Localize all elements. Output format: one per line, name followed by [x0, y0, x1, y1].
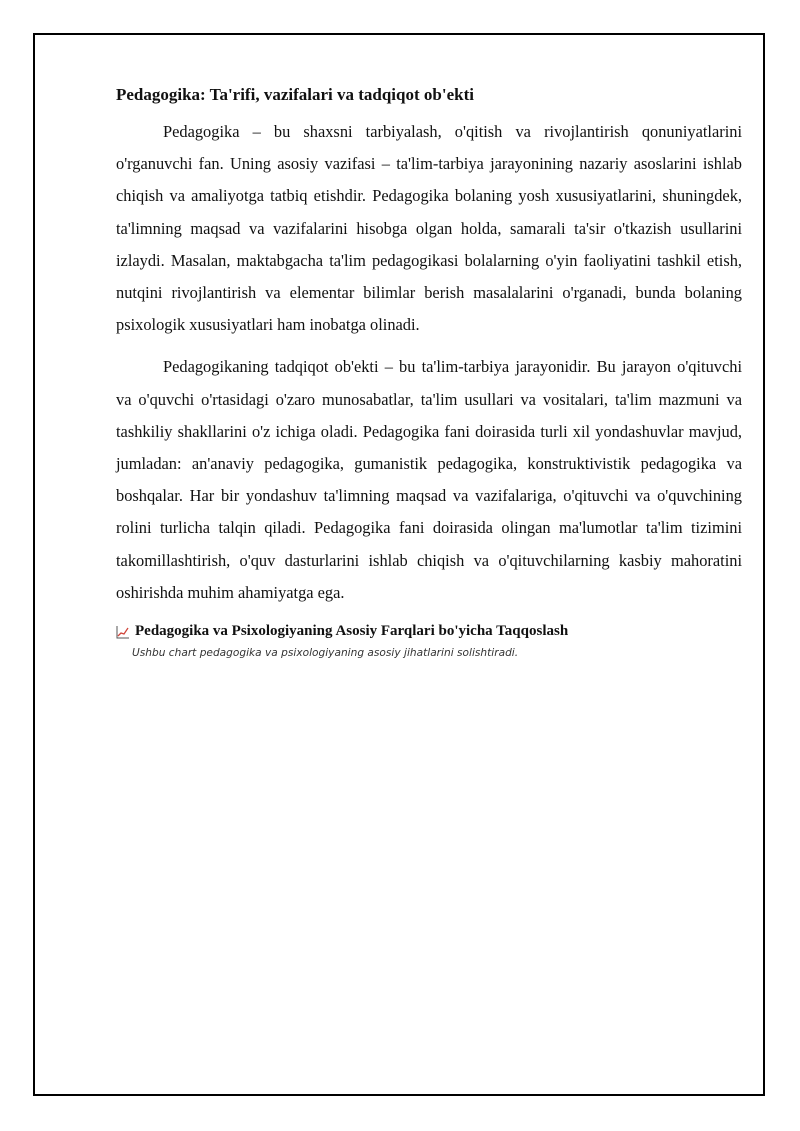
paragraph-research-object: Pedagogikaning tadqiqot ob'ekti – bu ta'lim-tarbiya jarayonidir. Bu jarayon o'qituvchi va o'quvchi o'rtasidagi o'zaro munosabatlar, ta'lim usullari va vositalari, ta'lim mazmuni va tashkiliy shakllarini o'z ichiga oladi. Pedagogika fani doirasida turli xil yondashuvlar mavjud, jumladan: an'anaviy pedagogika, gumanistik pedagogika, konstruktivistik pedagogika va boshqalar. Har bir yondashuv ta'limning maqsad va vazifalariga, o'qituvchi va o'quvchining rolini turlicha talqin qiladi. Pedagogika fani doirasida olingan ma'lumotlar ta'lim tizimini takomillashtirish, o'quv dasturlarini ishlab chiqish va o'qituvchilarning kasbiy mahoratini oshirishda muhim ahamiyatga ega. — [116, 357, 742, 602]
document-title: Pedagogika: Ta'rifi, vazifalari va tadqiqot ob'ekti — [116, 85, 474, 104]
chart-subtitle: Ushbu chart pedagogika va psixologiyaning asosiy jihatlarini solishtiradi. — [132, 647, 519, 660]
chart-increasing-icon — [116, 624, 130, 638]
document-body — [116, 84, 742, 661]
chart-title: Pedagogika va Psixologiyaning Asosiy Farqlari bo'yicha Taqqoslash — [135, 623, 569, 640]
paragraph-definition: Pedagogika – bu shaxsni tarbiyalash, o'qitish va rivojlantirish qonuniyatlarini o'rganuvchi fan. Uning asosiy vazifasi – ta'lim-tarbiya jarayonining nazariy asoslarini ishlab chiqish va amaliyotga tatbiq etishdir. Pedagogika bolaning yosh xususiyatlarini, shuningdek, ta'limning maqsad va vazifalarini hisobga olgan holda, samarali ta'sir o'tkazish usullarini izlaydi. Masalan, maktabgacha ta'lim pedagogikasi bolalarning o'yin faoliyatini tashkil etish, nutqini rivojlantirish va elementar bilimlar berish masalalarini o'rganadi, bunda bolaning psixologik xususiyatlari ham inobatga olinadi. — [116, 122, 742, 335]
chart-heading — [116, 620, 742, 642]
